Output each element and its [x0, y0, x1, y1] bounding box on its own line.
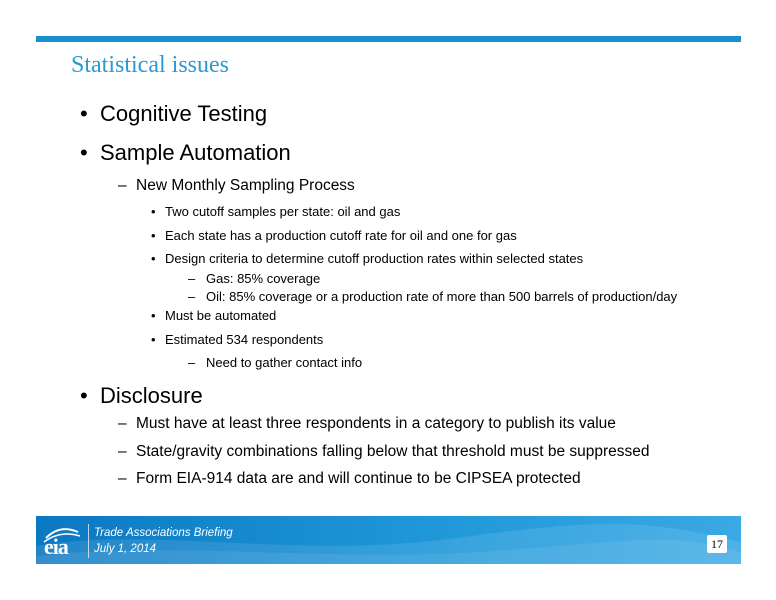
- bullet-marker: •: [151, 251, 156, 266]
- dash-marker: –: [118, 443, 127, 460]
- header-rule: [36, 36, 741, 42]
- bullet-cognitive-testing: Cognitive Testing: [100, 101, 268, 126]
- item-oil-coverage: Oil: 85% coverage or a production rate of more than 500 barrels of production/day: [206, 289, 678, 304]
- footer-event: Trade Associations Briefing: [94, 527, 233, 539]
- item-contact-info: Need to gather contact info: [206, 355, 363, 370]
- eia-logo-text: eia: [44, 534, 68, 559]
- bullet-marker: •: [151, 332, 156, 347]
- item-design-criteria: Design criteria to determine cutoff production rates within selected states: [165, 251, 584, 266]
- dash-marker: –: [188, 289, 196, 304]
- page-number: 17: [707, 535, 727, 553]
- bullet-marker: •: [151, 204, 156, 219]
- footer-date: July 1, 2014: [94, 543, 157, 555]
- dash-marker: –: [188, 355, 196, 370]
- bullet-marker: •: [80, 101, 88, 126]
- dash-marker: –: [118, 415, 127, 432]
- bullet-marker: •: [80, 140, 88, 165]
- sub-gravity-suppressed: State/gravity combinations falling below that threshold must be suppressed: [136, 443, 650, 460]
- item-must-be-automated: Must be automated: [165, 308, 277, 323]
- item-each-state: Each state has a production cutoff rate for oil and one for gas: [165, 228, 517, 243]
- footer-divider: [88, 524, 89, 558]
- bullet-disclosure: Disclosure: [100, 383, 203, 408]
- bullet-marker: •: [151, 228, 156, 243]
- slide-title: Statistical issues: [71, 52, 229, 78]
- item-two-cutoff: Two cutoff samples per state: oil and gas: [165, 204, 401, 219]
- footer-wave-graphic: [36, 516, 741, 564]
- bullet-marker: •: [151, 308, 156, 323]
- sub-new-monthly-sampling: New Monthly Sampling Process: [136, 177, 355, 194]
- bullet-marker: •: [80, 383, 88, 408]
- sub-form-eia-914: Form EIA-914 data are and will continue to be CIPSEA protected: [136, 470, 581, 487]
- footer-banner: [36, 516, 741, 564]
- sub-three-respondents: Must have at least three respondents in a category to publish its value: [136, 415, 616, 432]
- item-gas-coverage: Gas: 85% coverage: [206, 271, 321, 286]
- dash-marker: –: [118, 177, 127, 194]
- item-estimated-respondents: Estimated 534 respondents: [165, 332, 324, 347]
- bullet-sample-automation: Sample Automation: [100, 140, 291, 165]
- dash-marker: –: [188, 271, 196, 286]
- dash-marker: –: [118, 470, 127, 487]
